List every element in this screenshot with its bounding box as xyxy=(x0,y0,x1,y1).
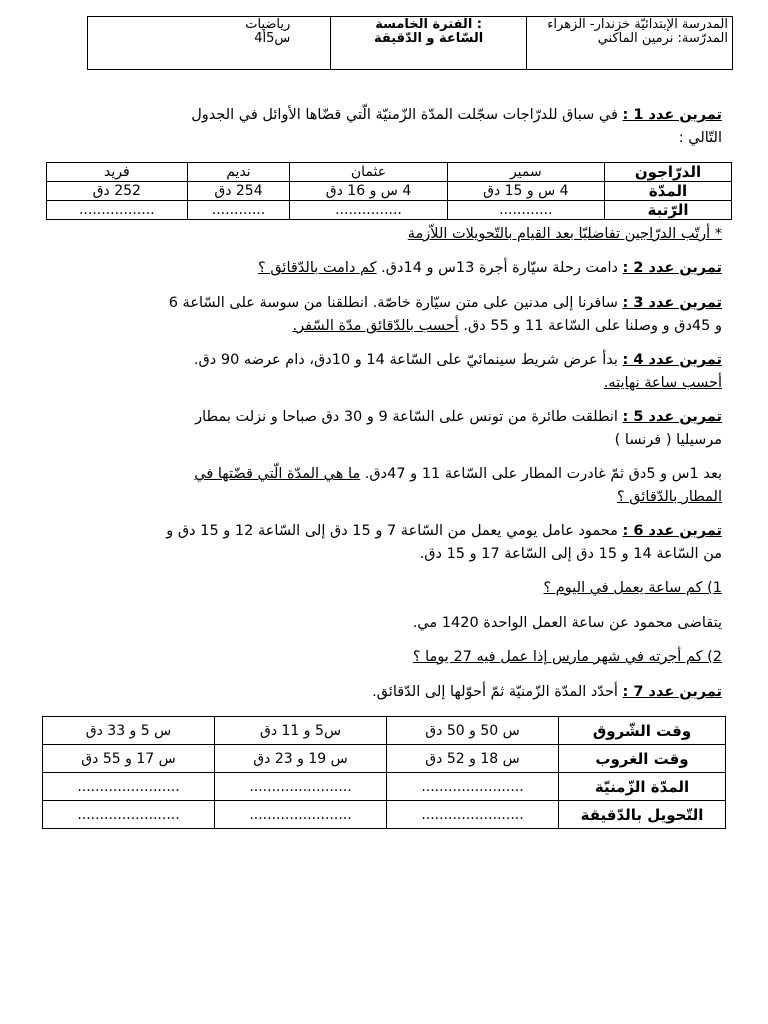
rank-blank: ................. xyxy=(47,201,188,220)
ex7-text: أحدّد المدّة الزّمنيّة ثمّ أحوّلها إلى الدّقائق. xyxy=(372,684,623,700)
ex2-label: تمرين عدد 2 : xyxy=(622,260,722,276)
riders-table xyxy=(46,162,732,220)
header-period: الفترة الخامسة : xyxy=(375,17,483,32)
table-row xyxy=(43,745,726,773)
sunset-cell: س 19 و 23 دق xyxy=(215,745,387,773)
table-row xyxy=(43,717,726,745)
table-row xyxy=(43,801,726,829)
rider-name: عثمان xyxy=(290,163,447,182)
ex1-task: * أرتّب الدرّاجين تفاضليّا بعد القيام بالتّحويلات اللاّزمة xyxy=(407,226,722,242)
ex5-question-cont: المطار بالدّقائق ؟ xyxy=(616,489,722,505)
header-subject-cell xyxy=(88,17,331,70)
table-row xyxy=(47,182,732,201)
ex3-text-line1: سافرنا إلى مدنين على متن سيّارة خاصّة. انطلقنا من سوسة على السّاعة 6 xyxy=(168,295,623,311)
conversion-blank: ....................... xyxy=(43,801,215,829)
ex4-text-line1: بدأ عرض شريط سينمائيّ على السّاعة 14 و 10دق، دام عرضه 90 دق. xyxy=(193,352,623,368)
header-class: س5أ4 xyxy=(254,31,291,46)
rider-duration: 4 س و 16 دق xyxy=(290,182,447,201)
sun-times-table xyxy=(42,716,726,829)
header-school: المدرسة الإبتدائيّة خزندار- الزهراء xyxy=(547,17,728,32)
rider-name: فريد xyxy=(47,163,188,182)
conversion-blank: ....................... xyxy=(387,801,559,829)
ex2-text: دامت رحلة سيّارة أجرة 13س و 14دق. xyxy=(376,260,623,276)
rider-duration: 252 دق xyxy=(47,182,188,201)
row-header: التّحويل بالدّقيقة xyxy=(559,801,726,829)
ex4-statement xyxy=(194,349,722,371)
conversion-blank: ....................... xyxy=(215,801,387,829)
ex6-question-2: 2) كم أجرته في شهر مارس إذا عمل فيه 27 يوما ؟ xyxy=(412,649,722,665)
ex5-label: تمرين عدد 5 : xyxy=(622,409,722,425)
sunrise-cell: س 5 و 33 دق xyxy=(43,717,215,745)
sunrise-cell: س 50 و 50 دق xyxy=(387,717,559,745)
table-row xyxy=(47,163,732,182)
row-header: وقت الشّروق xyxy=(559,717,726,745)
ex4-label: تمرين عدد 4 : xyxy=(622,352,722,368)
ex6-label: تمرين عدد 6 : xyxy=(622,523,722,539)
ex3-text-line2: و 45دق و وصلنا على السّاعة 11 و 55 دق. xyxy=(458,318,722,334)
ex7-label: تمرين عدد 7 : xyxy=(622,684,722,700)
rank-blank: ............ xyxy=(447,201,604,220)
ex3-label: تمرين عدد 3 : xyxy=(622,295,722,311)
sunset-cell: س 18 و 52 دق xyxy=(387,745,559,773)
rider-duration: 254 دق xyxy=(187,182,290,201)
ex3-statement xyxy=(169,292,722,314)
ex6-statement xyxy=(166,520,722,542)
ex5-question: ما هي المدّة الّتي قضّتها في xyxy=(194,466,361,482)
table-row xyxy=(43,773,726,801)
row-header: المدّة الزّمنيّة xyxy=(559,773,726,801)
ex5-line3 xyxy=(194,463,722,485)
row-header: المدّة xyxy=(605,182,732,201)
ex3-question: أحسب بالدّقائق مدّة السّفر. xyxy=(292,318,459,334)
ex1-text-line1: في سباق للدرّاجات سجّلت المدّة الزّمنيّة الّتي قضّاها الأوائل في الجدول xyxy=(191,107,623,123)
header-topic: السّاعة و الدّقيقة xyxy=(374,31,484,46)
ex1-text-line2: التّالي : xyxy=(678,130,722,146)
ex1-label: تمرين عدد 1 : xyxy=(622,107,722,123)
rider-name: سمير xyxy=(447,163,604,182)
row-header: الرّتبة xyxy=(605,201,732,220)
ex5-text-line2: مرسيليا ( فرنسا ) xyxy=(614,432,722,448)
ex2-question: كم دامت بالدّقائق ؟ xyxy=(258,260,377,276)
table-row xyxy=(47,201,732,220)
rank-blank: ............... xyxy=(290,201,447,220)
header-subject: رياضيات xyxy=(245,17,291,32)
ex4-question: أحسب ساعة نهايته. xyxy=(603,375,722,391)
ex6-question-1: 1) كم ساعة يعمل في اليوم ؟ xyxy=(543,580,722,596)
header-teacher: المدرّسة: نرمين الماكني xyxy=(597,31,728,46)
sunrise-cell: س5 و 11 دق xyxy=(215,717,387,745)
row-header: الدرّاجون xyxy=(605,163,732,182)
header-period-cell xyxy=(331,17,527,70)
ex6-pay: يتقاضى محمود عن ساعة العمل الواحدة 1420 مي. xyxy=(412,615,722,631)
ex5-text-line1: انطلقت طائرة من تونس على السّاعة 9 و 30 دق صباحا و نزلت بمطار xyxy=(195,409,623,425)
ex2-statement xyxy=(258,257,722,279)
ex3-line2 xyxy=(293,315,722,337)
duration-blank: ....................... xyxy=(215,773,387,801)
sunset-cell: س 17 و 55 دق xyxy=(43,745,215,773)
rider-name: نديم xyxy=(187,163,290,182)
rider-duration: 4 س و 15 دق xyxy=(447,182,604,201)
ex1-statement xyxy=(191,104,722,126)
duration-blank: ....................... xyxy=(43,773,215,801)
duration-blank: ....................... xyxy=(387,773,559,801)
header-school-cell xyxy=(526,17,732,70)
ex5-statement xyxy=(195,406,722,428)
ex7-statement xyxy=(372,681,722,703)
row-header: وقت الغروب xyxy=(559,745,726,773)
header-table xyxy=(87,16,733,70)
ex5-text-line3: بعد 1س و 5دق ثمّ غادرت المطار على السّاعة 11 و 47دق. xyxy=(360,466,722,482)
ex6-text-line2: من السّاعة 14 و 15 دق إلى السّاعة 17 و 15 دق. xyxy=(419,546,722,562)
rank-blank: ............ xyxy=(187,201,290,220)
ex6-text-line1: محمود عامل يومي يعمل من السّاعة 7 و 15 دق إلى السّاعة 12 و 15 دق و xyxy=(166,523,623,539)
